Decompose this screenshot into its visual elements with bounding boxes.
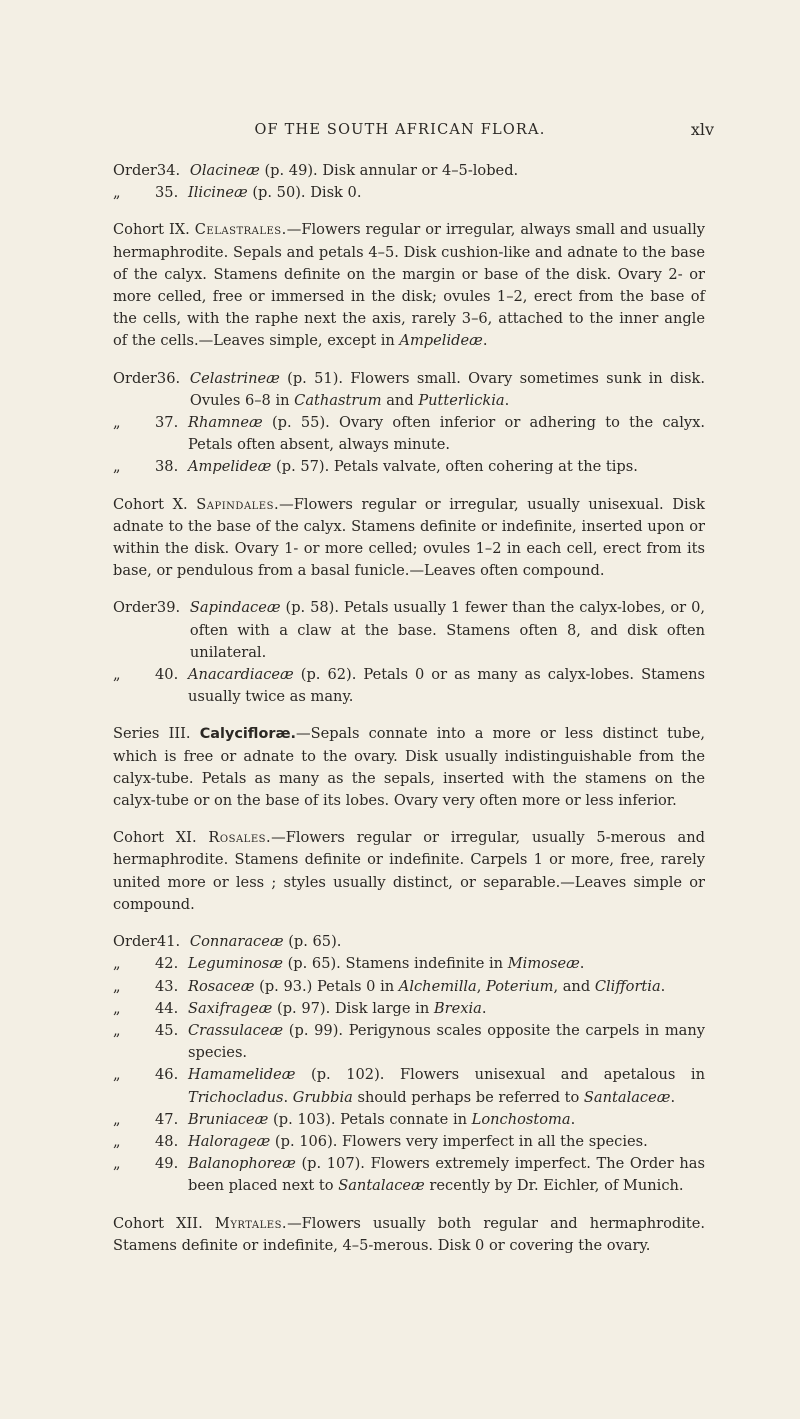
order-number: 47.	[155, 1110, 179, 1128]
order-description	[188, 1064, 705, 1108]
order-entry	[113, 1153, 705, 1197]
order-number: 48.	[155, 1132, 179, 1150]
order-description	[188, 998, 705, 1020]
order-entry	[113, 998, 705, 1020]
order-number: 49.	[155, 1155, 179, 1173]
order-lead: „	[113, 1066, 121, 1084]
order-lead: „	[113, 977, 121, 995]
taxon-name: Rhamneæ	[188, 414, 263, 432]
order-description	[188, 1109, 705, 1131]
order-text: (p. 106). Flowers very imperfect in all the species.	[270, 1132, 648, 1150]
taxon-name: Sapindaceæ	[189, 599, 281, 617]
running-header	[0, 120, 800, 144]
order-list	[113, 368, 705, 479]
order-lead: „	[113, 184, 121, 202]
order-description	[188, 1020, 705, 1064]
order-description	[190, 160, 705, 182]
taxon-name: Alchemilla	[398, 977, 477, 995]
order-description	[188, 953, 705, 975]
order-text: .	[579, 955, 585, 973]
taxon-name: Bruniaceæ	[188, 1110, 269, 1128]
order-text: (p. 57). Petals valvate, often cohering at the tips.	[271, 458, 638, 476]
taxon-name: Grubbia	[292, 1088, 353, 1106]
cohort-x-paragraph	[113, 494, 705, 583]
cohort-ix-paragraph	[113, 219, 705, 352]
order-text: .	[570, 1110, 576, 1128]
order-number: 36.	[156, 369, 181, 387]
order-text: (p. 62). Petals 0 or as many as calyx-lobes. Stamens usually twice as many.	[188, 666, 705, 706]
cohort-xii-paragraph	[113, 1213, 705, 1257]
order-lead: Order	[113, 369, 157, 387]
order-description	[188, 456, 705, 478]
order-number: 40.	[155, 666, 179, 684]
taxon-name: Saxifrageæ	[188, 999, 273, 1017]
order-number: 39.	[156, 599, 181, 617]
order-text: (p. 50). Disk 0.	[247, 184, 362, 202]
order-lead: „	[113, 955, 121, 973]
order-number: 45.	[155, 1021, 179, 1039]
order-lead: Order	[113, 933, 157, 951]
series-text: —Sepals connate into a more or less distinct tube, which is free or adnate to the ovary. Disk usually indistinguishable from the calyx-tube. Petals as many as the sepals, inserted with the stamens on the calyx-tube or on the base of its lobes. Ovary very often more or less inferior.	[113, 725, 706, 810]
order-description	[188, 976, 705, 998]
taxon-name: Santalaceæ	[583, 1088, 671, 1106]
taxon-name: Halorageæ	[188, 1132, 271, 1150]
running-title: OF THE SOUTH AFRICAN FLORA.	[254, 122, 546, 138]
order-entry	[113, 664, 705, 708]
taxon-name: Lonchostoma	[471, 1110, 571, 1128]
order-entry	[113, 368, 705, 412]
order-number: 37.	[155, 414, 179, 432]
order-description	[190, 597, 705, 664]
cohort-text: —Flowers usually both regular and hermaphrodite. Stamens definite or indefinite, 4–5-merous. Disk 0 or covering the ovary.	[113, 1214, 705, 1254]
taxon-name: Cliffortia	[594, 977, 661, 995]
order-lead: „	[113, 1110, 121, 1128]
order-lead: „	[113, 1021, 121, 1039]
order-entry	[113, 953, 705, 975]
order-lead: Order	[113, 162, 157, 179]
order-entry	[113, 1064, 705, 1108]
taxon-name: Connaraceæ	[189, 933, 284, 951]
cohort-text: —Flowers regular or irregular, always small and usually hermaphrodite. Sepals and petals 4–5. Disk cushion-like and adnate to the base of the calyx. Stamens definite on the margin or base of the disk. Ovary 2- or more celled, free or immersed in the disk; ovules 1–2, erect from the base of the cells, with the raphe next the axis, rarely 3–6, attached to the inner angle of the cells.—Leaves simple, except in	[113, 221, 705, 350]
cohort-text: —Flowers regular or irregular, usually 5-merous and hermaphrodite. Stamens definite or indefinite. Carpels 1 or more, free, rarely united more or less ; styles usually distinct, or separable.—Leaves simple or compound.	[113, 829, 705, 913]
order-entry	[113, 1131, 705, 1153]
order-text: and	[381, 391, 419, 409]
order-number: 43.	[155, 977, 179, 995]
order-text: (p. 65). Stamens indefinite in	[282, 955, 508, 973]
order-lead: „	[113, 458, 121, 476]
order-lead: Order	[113, 599, 157, 617]
order-list	[113, 160, 705, 204]
cohort-xi-paragraph	[113, 827, 705, 916]
series-label: Series III.	[113, 725, 191, 743]
series-iii-paragraph	[113, 723, 705, 812]
taxon-name: Leguminosæ	[188, 955, 283, 973]
order-text: (p. 97). Disk large in	[272, 999, 434, 1017]
taxon-name: Putterlickia	[418, 391, 505, 409]
order-text: (p. 55). Ovary often inferior or adhering to the calyx. Petals often absent, always minute.	[188, 414, 705, 454]
taxon-name: Rosaceæ	[188, 977, 255, 995]
cohort-label: Cohort X.	[113, 495, 188, 513]
order-list	[113, 931, 705, 1197]
taxon-name: Poterium	[486, 977, 554, 995]
order-description	[188, 1131, 705, 1153]
order-text: (p. 58). Petals usually 1 fewer than the calyx-lobes, or 0, often with a claw at the base. Stamens often 8, and disk often unilateral.	[189, 599, 705, 661]
order-name: Ilicineæ	[188, 184, 248, 202]
order-text: .	[660, 977, 666, 995]
order-text: (p. 103). Petals connate in	[268, 1110, 472, 1128]
order-lead: „	[113, 1155, 121, 1173]
order-text: (p. 99). Perigynous scales opposite the carpels in many species.	[188, 1021, 705, 1062]
order-text: recently by Dr. Eichler, of Munich.	[424, 1177, 684, 1195]
order-entry	[113, 976, 705, 998]
cohort-name: Rosales.	[208, 829, 272, 847]
order-entry	[113, 931, 705, 953]
order-entry	[113, 597, 705, 664]
order-text: .	[283, 1088, 293, 1106]
order-number: 41.	[156, 933, 181, 951]
page-number: xlv	[690, 120, 714, 139]
cohort-end-name: Ampelideæ	[399, 332, 483, 350]
order-number: 34.	[156, 162, 181, 179]
cohort-label: Cohort XII.	[113, 1214, 203, 1232]
order-number: 42.	[155, 955, 179, 973]
order-number: 44.	[155, 999, 179, 1017]
order-text: ,	[476, 977, 487, 995]
cohort-text: —Flowers regular or irregular, usually unisexual. Disk adnate to the base of the calyx. Stamens definite or indefinite, inserted upon or within the disk. Ovary 1- or more celled; ovules 1–2 in each cell, erect from its base, or pendulous from a basal funicle.—Leaves often compound.	[113, 495, 705, 580]
order-text: should perhaps be referred to	[352, 1088, 584, 1106]
series-name: Calycifloræ.	[199, 726, 296, 743]
cohort-label: Cohort IX.	[113, 221, 190, 239]
order-text: (p. 51). Flowers small. Ovary sometimes sunk in disk. Ovules 6–8 in	[189, 369, 705, 409]
order-lead: „	[113, 999, 121, 1017]
order-entry	[113, 1109, 705, 1131]
cohort-end-punct: .	[482, 332, 488, 350]
taxon-name: Crassulaceæ	[188, 1021, 284, 1039]
order-description	[190, 368, 705, 412]
order-entry	[113, 1020, 705, 1064]
order-text: .	[481, 999, 487, 1017]
order-entry	[113, 412, 705, 456]
order-description	[188, 1153, 705, 1197]
order-text: (p. 65).	[283, 933, 342, 951]
taxon-name: Santalaceæ	[338, 1177, 425, 1195]
order-text: (p. 93.) Petals 0 in	[254, 977, 399, 995]
order-description	[188, 182, 705, 204]
order-description	[190, 931, 705, 953]
order-text: .	[504, 391, 510, 409]
order-text: (p. 102). Flowers unisexual and apetalous in	[295, 1066, 705, 1084]
order-description	[188, 664, 705, 708]
order-text: , and	[553, 977, 595, 995]
order-lead: „	[113, 1132, 121, 1150]
order-entry	[113, 456, 705, 478]
taxon-name: Trichocladus	[188, 1088, 284, 1106]
taxon-name: Balanophoreæ	[188, 1155, 296, 1173]
cohort-name: Sapindales.	[196, 495, 280, 513]
cohort-name: Myrtales.	[214, 1214, 288, 1232]
order-number: 35.	[155, 184, 179, 202]
order-number: 38.	[155, 458, 179, 476]
taxon-name: Anacardiaceæ	[188, 666, 294, 684]
cohort-name: Celastrales.	[194, 221, 287, 239]
order-name: Olacineæ	[189, 162, 260, 179]
order-text: .	[670, 1088, 676, 1106]
order-text: (p. 107). Flowers extremely imperfect. The Order has been placed next to	[188, 1155, 705, 1195]
order-number: 46.	[155, 1066, 179, 1084]
taxon-name: Ampelideæ	[188, 458, 272, 476]
page-body	[113, 160, 705, 1257]
taxon-name: Hamamelideæ	[188, 1066, 296, 1084]
order-lead: „	[113, 666, 121, 684]
taxon-name: Brexia	[433, 999, 482, 1017]
taxon-name: Mimoseæ	[507, 955, 580, 973]
taxon-name: Celastrineæ	[189, 369, 280, 387]
cohort-label: Cohort XI.	[113, 829, 197, 847]
order-entry	[113, 182, 705, 204]
order-lead: „	[113, 414, 121, 432]
order-description	[188, 412, 705, 456]
order-list	[113, 597, 705, 708]
order-entry	[113, 160, 705, 182]
order-text: (p. 49). Disk annular or 4–5-lobed.	[259, 162, 519, 179]
taxon-name: Cathastrum	[294, 391, 382, 409]
